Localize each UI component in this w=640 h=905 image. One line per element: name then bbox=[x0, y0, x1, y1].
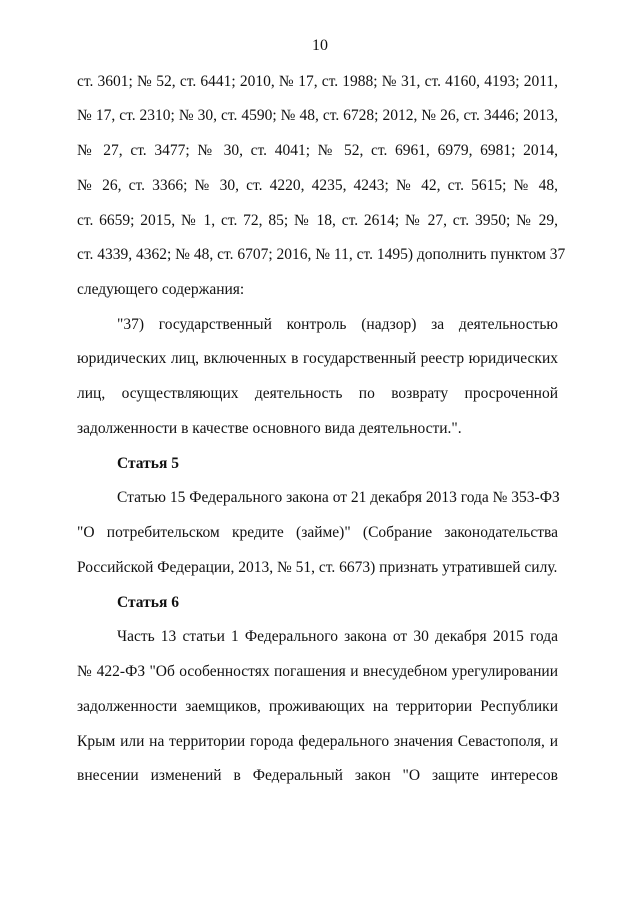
text-line: юридических лиц, включенных в государственный реестр юридических bbox=[77, 350, 558, 367]
text-line: Российской Федерации, 2013, № 51, ст. 6673) признать утратившей силу. bbox=[77, 559, 558, 576]
text-line: Статью 15 Федерального закона от 21 декабря 2013 года № 353-ФЗ bbox=[117, 489, 560, 506]
text-line: № 26, ст. 3366; № 30, ст. 4220, 4235, 4243; № 42, ст. 5615; № 48, bbox=[77, 177, 558, 194]
page-number: 10 bbox=[312, 37, 328, 54]
text-line: следующего содержания: bbox=[77, 281, 245, 298]
text-line: № 422-ФЗ "Об особенностях погашения и внесудебном урегулировании bbox=[77, 663, 558, 680]
text-line: № 27, ст. 3477; № 30, ст. 4041; № 52, ст. 6961, 6979, 6981; 2014, bbox=[77, 142, 558, 159]
text-line: лиц, осуществляющих деятельность по возврату просроченной bbox=[77, 385, 558, 402]
article-5-heading: Статья 5 bbox=[117, 455, 179, 472]
text-line: "О потребительском кредите (займе)" (Собрание законодательства bbox=[77, 524, 558, 541]
text-line: № 17, ст. 2310; № 30, ст. 4590; № 48, ст. 6728; 2012, № 26, ст. 3446; 2013, bbox=[77, 107, 558, 124]
text-line: "37) государственный контроль (надзор) за деятельностью bbox=[117, 316, 558, 333]
text-line: задолженности заемщиков, проживающих на территории Республики bbox=[77, 698, 558, 715]
text-line: Крым или на территории города федерального значения Севастополя, и bbox=[77, 733, 558, 750]
text-line: ст. 4339, 4362; № 48, ст. 6707; 2016, № 11, ст. 1495) дополнить пунктом 37 bbox=[77, 246, 566, 263]
text-line: ст. 3601; № 52, ст. 6441; 2010, № 17, ст. 1988; № 31, ст. 4160, 4193; 2011, bbox=[77, 73, 558, 90]
article-6-heading: Статья 6 bbox=[117, 594, 179, 611]
text-line: задолженности в качестве основного вида деятельности.". bbox=[77, 420, 462, 437]
text-line: ст. 6659; 2015, № 1, ст. 72, 85; № 18, ст. 2614; № 27, ст. 3950; № 29, bbox=[77, 212, 558, 229]
text-line: внесении изменений в Федеральный закон "О защите интересов bbox=[77, 767, 558, 784]
text-line: Часть 13 статьи 1 Федерального закона от 30 декабря 2015 года bbox=[117, 628, 558, 645]
